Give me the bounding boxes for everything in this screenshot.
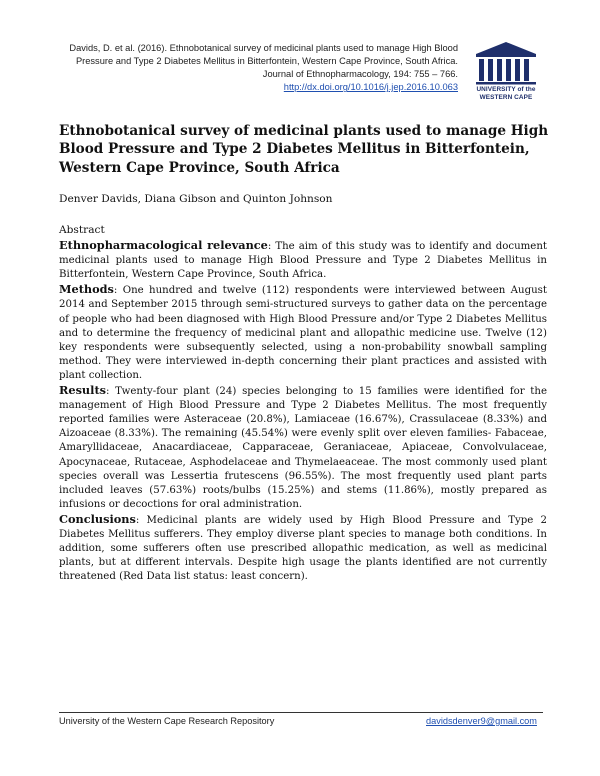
footer-repository: University of the Western Cape Research Repository: [59, 716, 275, 726]
citation-block: [60, 42, 458, 94]
section-text: : Twenty-four plant (24) species belonging to 15 families were identified for the management of High Blood Pressure and Type 2 Diabetes Mellitus. The most frequently reported families were Asteraceae (20.8%), Lamiaceae (16.67%), Crassulaceae (8.33%) and Aizoaceae (8.33%). The remaining (45.54%) were evenly split over eleven families- Fabaceae, Amaryllidaceae, Anacardiaceae, Capparaceae, Geraniaceae, Apiaceae, Convolvulaceae, Apocynaceae, Rutaceae, Asphodelaceae and Thymelaeaceae. The most commonly used plant species overall was Lessertia frutescens (96.55%). The most frequently used plant parts included leaves (57.63%) roots/bulbs (15.25%) and stems (11.86%), mostly prepared as infusions or decoctions for oral administration.: [59, 386, 547, 510]
abstract-heading: Abstract: [59, 224, 105, 236]
section-label: Ethnopharmacological relevance: [59, 238, 268, 253]
title-line: Ethnobotanical survey of medicinal plants used to manage High: [59, 123, 549, 139]
paper-title: [59, 122, 549, 177]
title-line: Western Cape Province, South Africa: [59, 159, 340, 176]
section-label: Results: [59, 383, 107, 398]
abstract-results: [59, 383, 547, 512]
section-text: : One hundred and twelve (112) respondents were interviewed between August 2014 and September 2015 through semi-structured surveys to gather data on the percentage of people who had been diagnosed with High Blood Pressure and/or Type 2 Diabetes Mellitus and to determine the frequency of medicinal plant and allopathic medicine use. Twelve (12) key respondents were subsequently selected, using a non-probability snowball sampling method. They were interviewed in-depth concerning their plant practices and assisted with plant collection.: [59, 285, 547, 381]
citation-line: Journal of Ethnopharmacology, 194: 755 – 766.: [262, 69, 458, 80]
doi-link[interactable]: http://dx.doi.org/10.1016/j.jep.2016.10.063: [283, 82, 458, 93]
section-label: Conclusions: [59, 511, 136, 526]
authors: Denver Davids, Diana Gibson and Quinton Johnson: [59, 193, 333, 205]
university-logo-text: UNIVERSITY of the WESTERN CAPE: [476, 86, 536, 101]
footer-email-link[interactable]: davidsdenver9@gmail.com: [426, 716, 537, 726]
citation-line: Davids, D. et al. (2016). Ethnobotanical survey of medicinal plants used to manage High Blood: [69, 43, 458, 53]
abstract-methods: [59, 282, 547, 383]
footer-divider: [59, 712, 543, 713]
section-text: : The aim of this study was to identify and document medicinal plants used to manage High Blood Pressure and Type 2 Diabetes Mellitus in Bitterfontein, Western Cape Province, South Africa.: [59, 241, 547, 281]
title-line: Blood Pressure and Type 2 Diabetes Mellitus in Bitterfontein,: [59, 141, 530, 158]
abstract: [59, 223, 547, 584]
citation-line: Pressure and Type 2 Diabetes Mellitus in Bitterfontein, Western Cape Province, South Africa.: [75, 56, 458, 67]
section-text: : Medicinal plants are widely used by High Blood Pressure and Type 2 Diabetes Mellitus sufferers. They employ diverse plant species to manage both conditions. In addition, some sufferers often use prescribed allopathic medication, as well as medicinal plants, but at different intervals. Despite high usage the plants identified are not currently threatened (Red Data list status: least concern).: [59, 514, 547, 583]
section-label: Methods: [59, 282, 114, 297]
abstract-relevance: [59, 238, 547, 282]
abstract-conclusions: [59, 512, 547, 584]
